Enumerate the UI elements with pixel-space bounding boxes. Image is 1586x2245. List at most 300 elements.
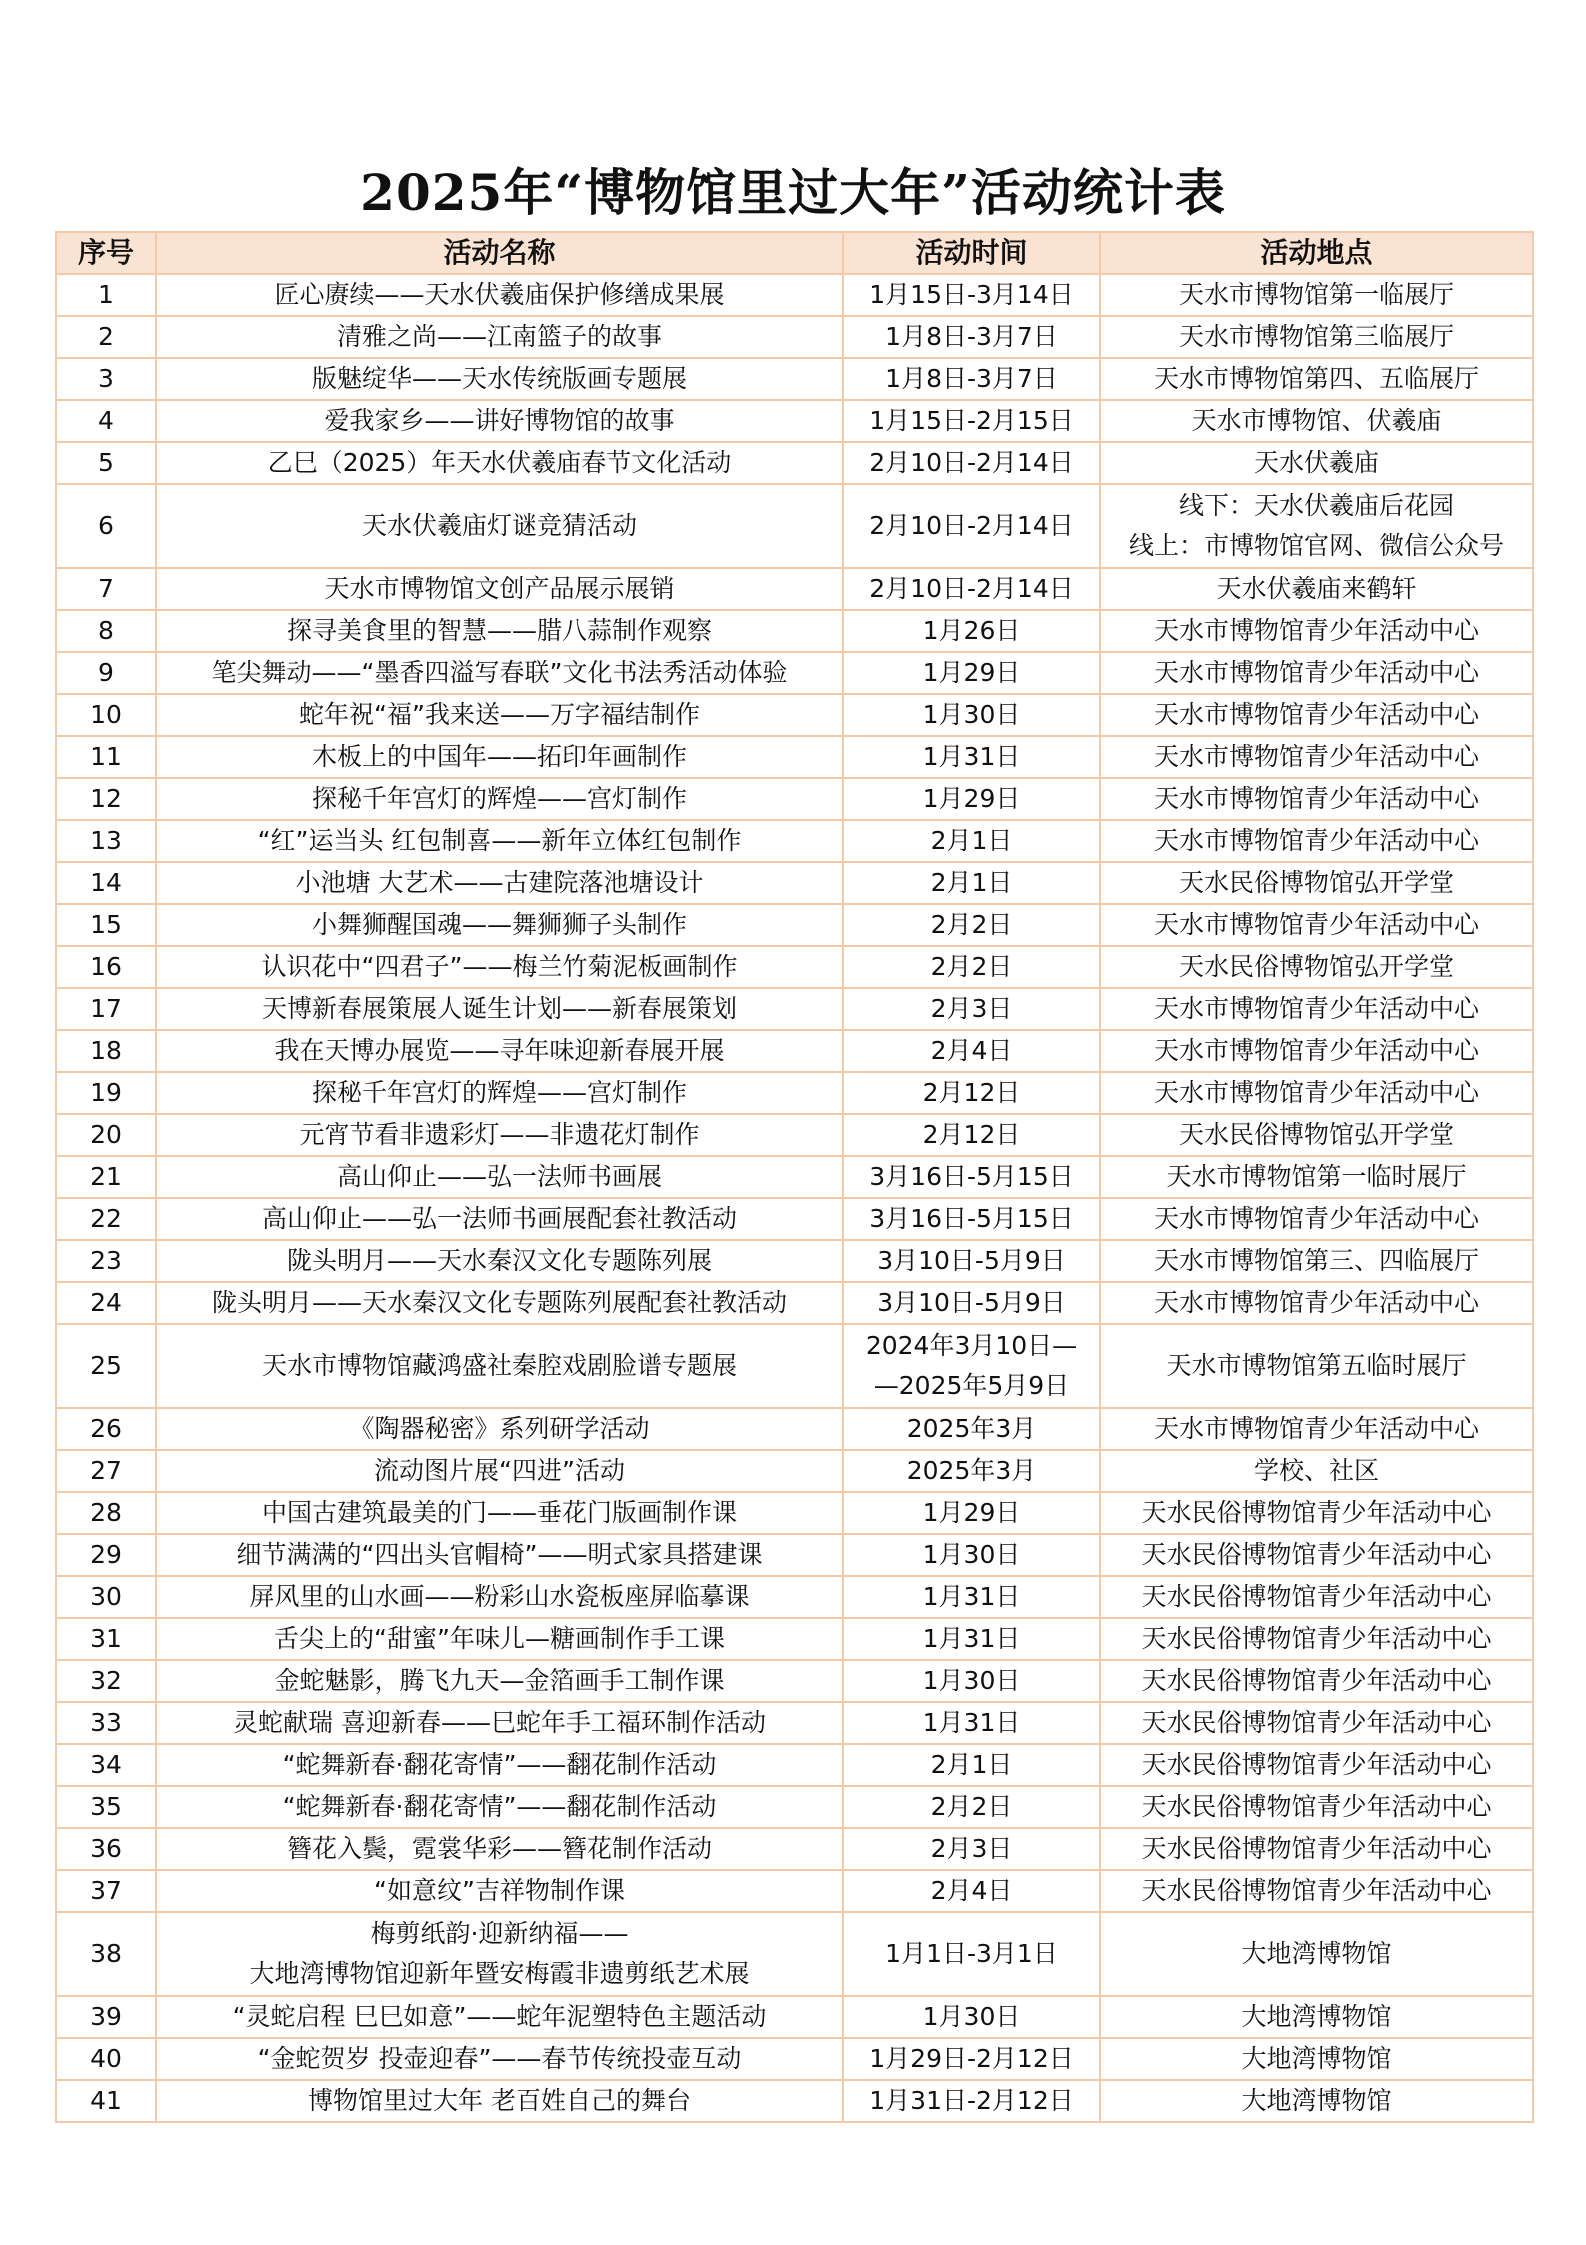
cell-time-line: 2月10日-2月14日	[869, 511, 1074, 540]
table-row	[56, 1702, 1533, 1744]
cell-time	[843, 1282, 1100, 1324]
cell-place	[1100, 1114, 1533, 1156]
cell-place	[1100, 862, 1533, 904]
cell-name-line: 博物馆里过大年 老百姓自己的舞台	[308, 2086, 691, 2115]
cell-time-line: 1月31日	[922, 1708, 1021, 1737]
cell-no: 11	[56, 736, 156, 778]
cell-place-line: 天水民俗博物馆青少年活动中心	[1141, 1666, 1492, 1695]
cell-place	[1100, 1156, 1533, 1198]
table-row	[56, 1618, 1533, 1660]
cell-place-line: 天水民俗博物馆青少年活动中心	[1141, 1750, 1492, 1779]
cell-time-line: 1月30日	[922, 2002, 1021, 2031]
cell-name-line: “如意纹”吉祥物制作课	[374, 1876, 625, 1905]
cell-time	[843, 1660, 1100, 1702]
cell-time-line: 1月8日-3月7日	[885, 364, 1058, 393]
cell-name	[156, 2038, 843, 2080]
cell-place-line: 天水民俗博物馆青少年活动中心	[1141, 1540, 1492, 1569]
cell-place-line: 天水民俗博物馆青少年活动中心	[1141, 1498, 1492, 1527]
cell-name-line: 流动图片展“四进”活动	[374, 1456, 625, 1485]
table-row	[56, 1870, 1533, 1912]
cell-place-line: 天水民俗博物馆青少年活动中心	[1141, 1582, 1492, 1611]
cell-no: 6	[56, 484, 156, 568]
cell-name-line: 认识花中“四君子”——梅兰竹菊泥板画制作	[261, 952, 738, 981]
cell-place	[1100, 1618, 1533, 1660]
cell-time	[843, 1702, 1100, 1744]
cell-time-line: 1月29日	[922, 658, 1021, 687]
cell-time	[843, 1618, 1100, 1660]
cell-place	[1100, 1996, 1533, 2038]
cell-time-line: 2024年3月10日—	[865, 1331, 1078, 1360]
cell-name-line: 屏风里的山水画——粉彩山水瓷板座屏临摹课	[249, 1582, 750, 1611]
cell-time	[843, 862, 1100, 904]
table-row	[56, 1156, 1533, 1198]
cell-name-line: 探寻美食里的智慧——腊八蒜制作观察	[286, 616, 712, 645]
cell-name-line: 高山仰止——弘一法师书画展配套社教活动	[261, 1204, 737, 1233]
table-row	[56, 610, 1533, 652]
cell-name-line: 细节满满的“四出头官帽椅”——明式家具搭建课	[236, 1540, 763, 1569]
cell-place-line: 天水市博物馆青少年活动中心	[1153, 658, 1479, 687]
cell-time	[843, 484, 1100, 568]
cell-time-line: 1月31日	[922, 1582, 1021, 1611]
cell-place	[1100, 1324, 1533, 1408]
cell-place-line: 天水市博物馆青少年活动中心	[1153, 1078, 1479, 1107]
cell-time	[843, 610, 1100, 652]
cell-time-line: 2月1日	[930, 826, 1013, 855]
cell-no: 26	[56, 1408, 156, 1450]
cell-place	[1100, 652, 1533, 694]
cell-time	[843, 1912, 1100, 1996]
table-body	[56, 274, 1533, 2122]
cell-time	[843, 274, 1100, 316]
cell-time	[843, 1324, 1100, 1408]
cell-no: 15	[56, 904, 156, 946]
cell-place	[1100, 1912, 1533, 1996]
table-row	[56, 988, 1533, 1030]
cell-name-line: 陇头明月——天水秦汉文化专题陈列展	[286, 1246, 712, 1275]
cell-time	[843, 736, 1100, 778]
cell-place	[1100, 1828, 1533, 1870]
cell-place	[1100, 694, 1533, 736]
cell-name	[156, 610, 843, 652]
cell-place-line: 大地湾博物馆	[1241, 2002, 1392, 2031]
cell-time-line: 3月10日-5月9日	[877, 1288, 1066, 1317]
cell-no: 27	[56, 1450, 156, 1492]
table-row	[56, 484, 1533, 568]
cell-time-line: 1月8日-3月7日	[885, 322, 1058, 351]
cell-name-line: 灵蛇献瑞 喜迎新春——巳蛇年手工福环制作活动	[233, 1708, 766, 1737]
cell-name	[156, 946, 843, 988]
table-row	[56, 1786, 1533, 1828]
cell-place-line: 学校、社区	[1253, 1456, 1379, 1485]
table-row	[56, 694, 1533, 736]
cell-place-line: 大地湾博物馆	[1241, 1939, 1392, 1968]
cell-time-line: 3月10日-5月9日	[877, 1246, 1066, 1275]
cell-time-line: 2月12日	[922, 1120, 1021, 1149]
cell-time-line: 2月10日-2月14日	[869, 574, 1074, 603]
cell-name-line: 小舞狮醒国魂——舞狮狮子头制作	[311, 910, 687, 939]
cell-place-line: 大地湾博物馆	[1241, 2086, 1392, 2115]
cell-name	[156, 1534, 843, 1576]
cell-time	[843, 316, 1100, 358]
cell-place	[1100, 442, 1533, 484]
cell-time-line: 1月30日	[922, 1666, 1021, 1695]
cell-name	[156, 1408, 843, 1450]
table-row	[56, 568, 1533, 610]
cell-place-line: 天水市博物馆第三临展厅	[1178, 322, 1454, 351]
cell-no: 20	[56, 1114, 156, 1156]
cell-place	[1100, 610, 1533, 652]
cell-no: 33	[56, 1702, 156, 1744]
cell-time	[843, 442, 1100, 484]
cell-place-line: 天水市博物馆、伏羲庙	[1191, 406, 1442, 435]
cell-time-line: 1月29日-2月12日	[869, 2044, 1074, 2073]
cell-time	[843, 820, 1100, 862]
table-row	[56, 904, 1533, 946]
cell-time	[843, 946, 1100, 988]
cell-time-line: 1月31日	[922, 1624, 1021, 1653]
cell-name-line: 我在天博办展览——寻年味迎新春展开展	[274, 1036, 725, 1065]
cell-time-line: 2月3日	[930, 1834, 1013, 1863]
header-name: 活动名称	[156, 232, 843, 274]
cell-time	[843, 904, 1100, 946]
table-row	[56, 1072, 1533, 1114]
cell-place-line: 天水市博物馆青少年活动中心	[1153, 994, 1479, 1023]
cell-place	[1100, 904, 1533, 946]
cell-time-line: 1月15日-2月15日	[869, 406, 1074, 435]
cell-name-line: 蛇年祝“福”我来送——万字福结制作	[299, 700, 700, 729]
cell-no: 10	[56, 694, 156, 736]
cell-no: 9	[56, 652, 156, 694]
cell-place-line: 天水市博物馆第四、五临展厅	[1153, 364, 1479, 393]
cell-name	[156, 652, 843, 694]
cell-place-line: 天水市博物馆青少年活动中心	[1153, 1036, 1479, 1065]
cell-name-line: 探秘千年宫灯的辉煌——宫灯制作	[311, 784, 687, 813]
cell-no: 21	[56, 1156, 156, 1198]
cell-name	[156, 1744, 843, 1786]
cell-time-line: 1月29日	[922, 784, 1021, 813]
cell-place-line: 天水市博物馆第一临展厅	[1178, 280, 1454, 309]
cell-time-line: 1月31日-2月12日	[869, 2086, 1074, 2115]
cell-name	[156, 358, 843, 400]
cell-time	[843, 1534, 1100, 1576]
cell-time-line: 2月3日	[930, 994, 1013, 1023]
cell-time	[843, 1786, 1100, 1828]
cell-name-line: 舌尖上的“甜蜜”年味儿—糖画制作手工课	[274, 1624, 725, 1653]
cell-time	[843, 1828, 1100, 1870]
cell-name-line: 大地湾博物馆迎新年暨安梅霞非遗剪纸艺术展	[249, 1959, 750, 1988]
cell-name-line: “灵蛇启程 巳巳如意”——蛇年泥塑特色主题活动	[232, 2002, 767, 2031]
cell-no: 41	[56, 2080, 156, 2122]
cell-time	[843, 1870, 1100, 1912]
cell-no: 18	[56, 1030, 156, 1072]
cell-no: 5	[56, 442, 156, 484]
cell-name-line: 小池塘 大艺术——古建院落池塘设计	[295, 868, 704, 897]
cell-time-line: 2月4日	[930, 1036, 1013, 1065]
table-row	[56, 2080, 1533, 2122]
cell-no: 32	[56, 1660, 156, 1702]
cell-time	[843, 2038, 1100, 2080]
cell-name	[156, 1618, 843, 1660]
cell-name	[156, 568, 843, 610]
cell-place-line: 天水市博物馆青少年活动中心	[1153, 1414, 1479, 1443]
cell-name	[156, 1702, 843, 1744]
cell-time	[843, 1240, 1100, 1282]
cell-no: 16	[56, 946, 156, 988]
table-row	[56, 1114, 1533, 1156]
cell-name	[156, 442, 843, 484]
cell-time	[843, 1996, 1100, 2038]
cell-no: 29	[56, 1534, 156, 1576]
cell-name	[156, 274, 843, 316]
cell-no: 12	[56, 778, 156, 820]
cell-place	[1100, 1534, 1533, 1576]
cell-name	[156, 1450, 843, 1492]
cell-name	[156, 1576, 843, 1618]
cell-name-line: 《陶器秘密》系列研学活动	[349, 1414, 650, 1443]
cell-place	[1100, 484, 1533, 568]
cell-no: 37	[56, 1870, 156, 1912]
table-row	[56, 736, 1533, 778]
cell-name-line: 笔尖舞动——“墨香四溢写春联”文化书法秀活动体验	[211, 658, 788, 687]
cell-name-line: 梅剪纸韵·迎新纳福——	[370, 1919, 629, 1948]
cell-place-line: 天水市博物馆第一临时展厅	[1166, 1162, 1467, 1191]
cell-place-line: 天水民俗博物馆弘开学堂	[1178, 1120, 1454, 1149]
cell-time-line: 3月16日-5月15日	[869, 1204, 1074, 1233]
cell-time-line: —2025年5月9日	[873, 1371, 1070, 1400]
table-row	[56, 1240, 1533, 1282]
cell-no: 23	[56, 1240, 156, 1282]
cell-name-line: “金蛇贺岁 投壶迎春”——春节传统投壶互动	[257, 2044, 742, 2073]
cell-no: 8	[56, 610, 156, 652]
cell-time	[843, 988, 1100, 1030]
cell-name-line: “蛇舞新春·翻花寄情”——翻花制作活动	[282, 1792, 717, 1821]
table-row	[56, 1282, 1533, 1324]
cell-name-line: 探秘千年宫灯的辉煌——宫灯制作	[311, 1078, 687, 1107]
cell-place-line: 天水民俗博物馆弘开学堂	[1178, 952, 1454, 981]
cell-place-line: 天水市博物馆青少年活动中心	[1153, 1288, 1479, 1317]
cell-place-line: 天水市博物馆青少年活动中心	[1153, 910, 1479, 939]
cell-name	[156, 904, 843, 946]
cell-place-line: 天水市博物馆第五临时展厅	[1166, 1351, 1467, 1380]
cell-no: 7	[56, 568, 156, 610]
cell-name	[156, 694, 843, 736]
cell-place-line: 天水市博物馆第三、四临展厅	[1153, 1246, 1479, 1275]
cell-no: 4	[56, 400, 156, 442]
table-row	[56, 1492, 1533, 1534]
cell-time	[843, 652, 1100, 694]
cell-time	[843, 1492, 1100, 1534]
table-row	[56, 1660, 1533, 1702]
cell-name-line: 匠心赓续——天水伏羲庙保护修缮成果展	[274, 280, 725, 309]
cell-place-line: 天水市博物馆青少年活动中心	[1153, 742, 1479, 771]
cell-place-line: 天水市博物馆青少年活动中心	[1153, 784, 1479, 813]
cell-place	[1100, 1576, 1533, 1618]
cell-time-line: 1月15日-3月14日	[869, 280, 1074, 309]
cell-no: 14	[56, 862, 156, 904]
cell-name	[156, 1198, 843, 1240]
cell-no: 3	[56, 358, 156, 400]
cell-place	[1100, 1408, 1533, 1450]
cell-place-line: 天水市博物馆青少年活动中心	[1153, 826, 1479, 855]
table-row	[56, 1828, 1533, 1870]
table-row	[56, 820, 1533, 862]
table-row	[56, 1198, 1533, 1240]
cell-time	[843, 1744, 1100, 1786]
table-row	[56, 652, 1533, 694]
cell-time-line: 2月2日	[930, 952, 1013, 981]
cell-no: 31	[56, 1618, 156, 1660]
cell-place-line: 线下：天水伏羲庙后花园	[1178, 491, 1454, 520]
header-place: 活动地点	[1100, 232, 1533, 274]
cell-name-line: 元宵节看非遗彩灯——非遗花灯制作	[299, 1120, 700, 1149]
cell-place	[1100, 316, 1533, 358]
cell-time	[843, 2080, 1100, 2122]
header-no: 序号	[56, 232, 156, 274]
cell-place-line: 天水民俗博物馆青少年活动中心	[1141, 1708, 1492, 1737]
cell-name	[156, 1660, 843, 1702]
cell-name	[156, 1996, 843, 2038]
cell-name	[156, 1240, 843, 1282]
cell-time-line: 3月16日-5月15日	[869, 1162, 1074, 1191]
cell-name-line: 陇头明月——天水秦汉文化专题陈列展配套社教活动	[211, 1288, 787, 1317]
cell-no: 24	[56, 1282, 156, 1324]
cell-time-line: 2025年3月	[906, 1414, 1037, 1443]
cell-name-line: 天水市博物馆文创产品展示展销	[324, 574, 675, 603]
cell-no: 35	[56, 1786, 156, 1828]
cell-name	[156, 1282, 843, 1324]
table-row	[56, 442, 1533, 484]
cell-name	[156, 2080, 843, 2122]
cell-name	[156, 1030, 843, 1072]
cell-time	[843, 1072, 1100, 1114]
cell-place	[1100, 358, 1533, 400]
cell-time	[843, 1576, 1100, 1618]
cell-time	[843, 568, 1100, 610]
cell-place	[1100, 1450, 1533, 1492]
cell-time-line: 2月2日	[930, 1792, 1013, 1821]
cell-place	[1100, 988, 1533, 1030]
cell-time	[843, 1198, 1100, 1240]
cell-place	[1100, 1660, 1533, 1702]
cell-place-line: 大地湾博物馆	[1241, 2044, 1392, 2073]
table-row	[56, 1534, 1533, 1576]
cell-place	[1100, 1744, 1533, 1786]
cell-place	[1100, 1870, 1533, 1912]
cell-place-line: 天水民俗博物馆弘开学堂	[1178, 868, 1454, 897]
cell-no: 25	[56, 1324, 156, 1408]
cell-no: 34	[56, 1744, 156, 1786]
cell-time-line: 1月30日	[922, 700, 1021, 729]
cell-name-line: 木板上的中国年——拓印年画制作	[311, 742, 687, 771]
cell-place-line: 天水市博物馆青少年活动中心	[1153, 700, 1479, 729]
cell-place	[1100, 1282, 1533, 1324]
cell-name	[156, 1324, 843, 1408]
cell-name-line: 版魅绽华——天水传统版画专题展	[311, 364, 687, 393]
table-row	[56, 316, 1533, 358]
cell-place-line: 天水民俗博物馆青少年活动中心	[1141, 1834, 1492, 1863]
cell-name	[156, 820, 843, 862]
cell-place	[1100, 1702, 1533, 1744]
cell-name	[156, 1870, 843, 1912]
cell-no: 22	[56, 1198, 156, 1240]
cell-name	[156, 1072, 843, 1114]
cell-time	[843, 778, 1100, 820]
cell-name-line: 乙巳（2025）年天水伏羲庙春节文化活动	[267, 448, 732, 477]
cell-place-line: 天水伏羲庙来鹤轩	[1216, 574, 1417, 603]
cell-no: 40	[56, 2038, 156, 2080]
cell-name-line: 天水市博物馆藏鸿盛社秦腔戏剧脸谱专题展	[261, 1351, 737, 1380]
cell-time-line: 2月1日	[930, 1750, 1013, 1779]
cell-place-line: 天水民俗博物馆青少年活动中心	[1141, 1876, 1492, 1905]
cell-time-line: 2月10日-2月14日	[869, 448, 1074, 477]
table-row	[56, 2038, 1533, 2080]
cell-name	[156, 316, 843, 358]
cell-name	[156, 1114, 843, 1156]
cell-place	[1100, 1786, 1533, 1828]
table-row	[56, 274, 1533, 316]
activity-table	[55, 231, 1534, 2123]
cell-name	[156, 736, 843, 778]
table-row	[56, 1450, 1533, 1492]
cell-time-line: 2025年3月	[906, 1456, 1037, 1485]
cell-name	[156, 1492, 843, 1534]
cell-place	[1100, 778, 1533, 820]
cell-no: 28	[56, 1492, 156, 1534]
page-title: 2025年“博物馆里过大年”活动统计表	[360, 163, 1226, 222]
cell-no: 38	[56, 1912, 156, 1996]
cell-no: 13	[56, 820, 156, 862]
cell-no: 36	[56, 1828, 156, 1870]
cell-time-line: 1月29日	[922, 1498, 1021, 1527]
cell-time-line: 2月12日	[922, 1078, 1021, 1107]
cell-time-line: 2月4日	[930, 1876, 1013, 1905]
cell-name-line: 天博新春展策展人诞生计划——新春展策划	[261, 994, 737, 1023]
cell-name-line: 天水伏羲庙灯谜竞猜活动	[361, 511, 637, 540]
cell-time	[843, 1408, 1100, 1450]
table-row	[56, 1744, 1533, 1786]
cell-place-line: 天水民俗博物馆青少年活动中心	[1141, 1624, 1492, 1653]
cell-place-line: 天水市博物馆青少年活动中心	[1153, 616, 1479, 645]
cell-place-line: 天水市博物馆青少年活动中心	[1153, 1204, 1479, 1233]
table-row	[56, 778, 1533, 820]
cell-no: 17	[56, 988, 156, 1030]
cell-name-line: “红”运当头 红包制喜——新年立体红包制作	[257, 826, 742, 855]
cell-name	[156, 1828, 843, 1870]
cell-time-line: 1月31日	[922, 742, 1021, 771]
cell-place-line: 天水民俗博物馆青少年活动中心	[1141, 1792, 1492, 1821]
cell-time	[843, 1030, 1100, 1072]
cell-name-line: 爱我家乡——讲好博物馆的故事	[324, 406, 675, 435]
cell-time	[843, 400, 1100, 442]
cell-name	[156, 988, 843, 1030]
cell-place	[1100, 946, 1533, 988]
cell-name	[156, 484, 843, 568]
cell-place	[1100, 736, 1533, 778]
table-row	[56, 400, 1533, 442]
cell-place	[1100, 820, 1533, 862]
table-row	[56, 358, 1533, 400]
cell-place	[1100, 400, 1533, 442]
cell-name	[156, 1156, 843, 1198]
cell-time	[843, 1450, 1100, 1492]
cell-time-line: 1月1日-3月1日	[885, 1939, 1058, 1968]
cell-time	[843, 358, 1100, 400]
table-row	[56, 862, 1533, 904]
table-row	[56, 1030, 1533, 1072]
cell-name-line: “蛇舞新春·翻花寄情”——翻花制作活动	[282, 1750, 717, 1779]
cell-place	[1100, 568, 1533, 610]
cell-time-line: 1月30日	[922, 1540, 1021, 1569]
